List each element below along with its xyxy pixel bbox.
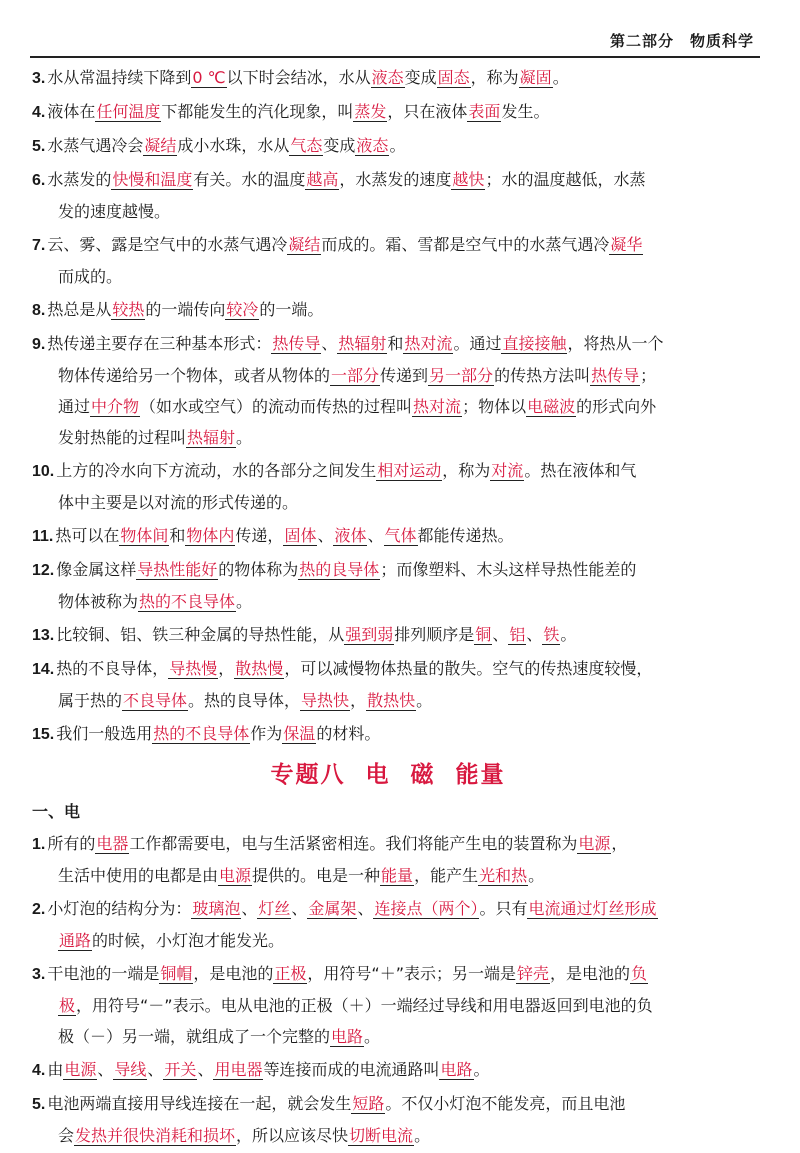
content <box>32 62 744 1153</box>
text: 传递到 <box>380 366 429 385</box>
list-item <box>32 62 744 94</box>
answer: 光和热 <box>479 866 528 885</box>
answer: 固体 <box>284 526 317 545</box>
text: 、 <box>291 899 308 918</box>
text: 变成 <box>404 68 437 87</box>
answer: 电器 <box>96 834 129 853</box>
text: 由 <box>47 1060 64 1079</box>
text: 和 <box>169 526 186 545</box>
answer: 液态 <box>371 68 404 87</box>
text: 水蒸发的 <box>47 170 112 189</box>
text: 物体被称为 <box>58 592 139 611</box>
text: 的形式向外 <box>576 397 657 416</box>
text: 工作都需要电，电与生活紧密相连。我们将能产生电的装置称为 <box>129 834 578 853</box>
list-item <box>32 455 744 518</box>
text: ，水蒸发的速度 <box>339 170 452 189</box>
text: ， <box>218 659 235 678</box>
answer: 铝 <box>509 625 526 644</box>
text: ；水的温度越低，水蒸 <box>485 170 646 189</box>
answer: 另一部分 <box>429 366 494 385</box>
item-number: 4. <box>32 1062 46 1079</box>
text: 干电池的一端是 <box>47 964 160 983</box>
answer: 铁 <box>543 625 560 644</box>
list-item <box>32 294 744 326</box>
answer: 电源 <box>578 834 611 853</box>
answer: 对流 <box>491 461 524 480</box>
text: 的一端。 <box>259 300 324 319</box>
text: ，所以应该尽快 <box>236 1126 349 1145</box>
answer: 相对运动 <box>377 461 442 480</box>
answer: 能量 <box>381 866 414 885</box>
text: 都能传递热。 <box>417 526 514 545</box>
text: ， <box>350 691 367 710</box>
section-title <box>32 758 744 792</box>
item-number: 1. <box>32 836 46 853</box>
list-item <box>32 96 744 128</box>
answer: 连接点（两个） <box>374 899 479 918</box>
answer: 不良导体 <box>123 691 188 710</box>
answer: 越高 <box>306 170 339 189</box>
text: 。只有 <box>479 899 528 918</box>
text: 上方的冷水向下方流动，水的各部分之间发生 <box>56 461 377 480</box>
text: 的传热方法叫 <box>494 366 591 385</box>
text: 作为 <box>250 724 283 743</box>
answer: 导热性能好 <box>137 560 218 579</box>
text: 而成的。霜、雪都是空气中的水蒸气遇冷 <box>321 235 610 254</box>
text: 。 <box>473 1060 490 1079</box>
text: ，用符号“＋”表示；另一端是 <box>307 964 516 983</box>
answer: 玻璃泡 <box>192 899 241 918</box>
answer: 用电器 <box>214 1060 263 1079</box>
list-item <box>32 893 744 956</box>
item-number: 9. <box>32 336 46 353</box>
text: 、 <box>526 625 543 644</box>
text: 的物体称为 <box>218 560 299 579</box>
text: 、 <box>241 899 258 918</box>
text: ； <box>640 366 657 385</box>
header-title: 第二部分 物质科学 <box>609 32 754 50</box>
text: 。热的良导体， <box>188 691 301 710</box>
text: 。不仅小灯泡不能发亮，而且电池 <box>385 1094 626 1113</box>
answer: 凝华 <box>610 235 643 254</box>
list-item <box>32 554 744 617</box>
answer: 负 <box>631 964 648 983</box>
answer: 极 <box>59 996 76 1015</box>
text: 发的速度越慢。 <box>58 202 171 221</box>
text: 极（－）另一端，就组成了一个完整的 <box>58 1027 331 1046</box>
text: 发生。 <box>501 102 550 121</box>
answer: 蒸发 <box>354 102 387 121</box>
text: ，可以减慢物体热量的散失。空气的传热速度较慢， <box>284 659 653 678</box>
item-number: 6. <box>32 172 46 189</box>
text: 等连接而成的电流通路叫 <box>263 1060 440 1079</box>
list-item <box>32 164 744 227</box>
text: 电池两端直接用导线连接在一起，就会发生 <box>47 1094 352 1113</box>
answer: 越快 <box>452 170 485 189</box>
list-item <box>32 958 744 1052</box>
list-item <box>32 130 744 162</box>
answer: 电流通过灯丝形成 <box>528 899 657 918</box>
answer: 任何温度 <box>96 102 161 121</box>
answer: 热辐射 <box>187 428 236 447</box>
text: 的一端传向 <box>145 300 226 319</box>
list-item <box>32 520 744 552</box>
text: 液体在 <box>47 102 96 121</box>
text: 、 <box>492 625 509 644</box>
answer: 电路 <box>440 1060 473 1079</box>
text: ，将热从一个 <box>567 334 664 353</box>
answer: 开关 <box>164 1060 197 1079</box>
text: 、 <box>317 526 334 545</box>
answer: 导线 <box>114 1060 147 1079</box>
text: 、 <box>147 1060 164 1079</box>
answer: 铜帽 <box>160 964 193 983</box>
answer: 凝固 <box>519 68 552 87</box>
text: 有关。水的温度 <box>193 170 306 189</box>
text: 热传递主要存在三种基本形式： <box>47 334 272 353</box>
answer: 0 ℃ <box>192 68 226 87</box>
answer: 导热快 <box>301 691 350 710</box>
text: 水蒸气遇冷会 <box>47 136 144 155</box>
answer: 热对流 <box>413 397 462 416</box>
answer: 通路 <box>59 931 92 950</box>
text: ， <box>611 834 628 853</box>
text: ，称为 <box>470 68 519 87</box>
text: 变成 <box>323 136 356 155</box>
answer: 气态 <box>290 136 323 155</box>
section-title-part: 专题八 <box>270 762 346 788</box>
item-number: 14. <box>32 661 55 678</box>
answer: 物体内 <box>186 526 235 545</box>
text: ；而像塑料、木头这样导热性能差的 <box>380 560 637 579</box>
answer: 锌壳 <box>517 964 550 983</box>
text: 以下时会结冰，水从 <box>226 68 371 87</box>
text: 小灯泡的结构分为： <box>47 899 192 918</box>
text: 提供的。电是一种 <box>252 866 381 885</box>
list-item <box>32 229 744 292</box>
item-number: 3. <box>32 70 46 87</box>
answer: 热的良导体 <box>299 560 380 579</box>
text: 。 <box>414 1126 431 1145</box>
text: 下都能发生的汽化现象，叫 <box>161 102 354 121</box>
answer: 电源 <box>64 1060 97 1079</box>
text: 。 <box>389 136 406 155</box>
answer: 金属架 <box>308 899 357 918</box>
text: 水从常温持续下降到 <box>47 68 192 87</box>
list-item <box>32 619 744 651</box>
text: 、 <box>367 526 384 545</box>
text: 比较铜、铝、铁三种金属的导热性能，从 <box>56 625 345 644</box>
text: 排列顺序是 <box>394 625 475 644</box>
text: 热总是从 <box>47 300 112 319</box>
text: ，用符号“－”表示。电从电池的正极（＋）一端经过导线和用电器返回到电池的负 <box>76 996 653 1015</box>
item-number: 13. <box>32 627 55 644</box>
list-item <box>32 328 744 453</box>
answer: 气体 <box>384 526 417 545</box>
text: 。 <box>560 625 577 644</box>
text: 云、雾、露是空气中的水蒸气遇冷 <box>47 235 288 254</box>
text: 我们一般选用 <box>56 724 153 743</box>
answer: 中介物 <box>91 397 140 416</box>
answer: 灯丝 <box>258 899 291 918</box>
answer: 切断电流 <box>349 1126 414 1145</box>
item-number: 10. <box>32 463 55 480</box>
answer: 强到弱 <box>345 625 394 644</box>
answer: 发热并很快消耗和损坏 <box>75 1126 236 1145</box>
page-header <box>30 26 760 58</box>
answer: 散热慢 <box>235 659 284 678</box>
text: ，只在液体 <box>387 102 468 121</box>
answer: 较热 <box>112 300 145 319</box>
text: 传递， <box>235 526 284 545</box>
text: 像金属这样 <box>56 560 137 579</box>
text: 体中主要是以对流的形式传递的。 <box>58 493 299 512</box>
text: 。 <box>528 866 545 885</box>
text: 、 <box>357 899 374 918</box>
item-number: 4. <box>32 104 46 121</box>
answer: 正极 <box>274 964 307 983</box>
answer: 铜 <box>475 625 492 644</box>
text: ，是电池的 <box>193 964 274 983</box>
text: 会 <box>58 1126 75 1145</box>
text: 、 <box>197 1060 214 1079</box>
text: 。 <box>552 68 569 87</box>
answer: 液体 <box>334 526 367 545</box>
text: （如水或空气）的流动而传热的过程叫 <box>140 397 413 416</box>
answer: 表面 <box>468 102 501 121</box>
text: 通过 <box>58 397 91 416</box>
text: 发射热能的过程叫 <box>58 428 187 447</box>
item-number: 15. <box>32 726 55 743</box>
section-title-part: 能量 <box>455 762 506 788</box>
answer: 热传导 <box>272 334 321 353</box>
answer: 较冷 <box>226 300 259 319</box>
text: 而成的。 <box>58 267 123 286</box>
answer: 热传导 <box>591 366 640 385</box>
answer: 热的不良导体 <box>139 592 236 611</box>
text: 所有的 <box>47 834 96 853</box>
list-item <box>32 653 744 716</box>
answer: 热对流 <box>404 334 453 353</box>
answer: 电路 <box>331 1027 364 1046</box>
item-number: 8. <box>32 302 46 319</box>
answer: 物体间 <box>120 526 169 545</box>
answer: 散热快 <box>367 691 416 710</box>
section-title-part: 电 <box>365 762 391 788</box>
answer: 快慢和温度 <box>112 170 193 189</box>
answer: 凝结 <box>144 136 177 155</box>
text: 的时候，小灯泡才能发光。 <box>92 931 285 950</box>
text: 物体传递给另一个物体，或者从物体的 <box>58 366 331 385</box>
text: 。 <box>236 428 253 447</box>
text: 生活中使用的电都是由 <box>58 866 219 885</box>
text: ；物体以 <box>462 397 527 416</box>
text: ，称为 <box>442 461 491 480</box>
item-number: 12. <box>32 562 55 579</box>
answer: 固态 <box>437 68 470 87</box>
text: 、 <box>97 1060 114 1079</box>
answer: 一部分 <box>331 366 380 385</box>
answer: 电磁波 <box>527 397 576 416</box>
text: 。通过 <box>453 334 502 353</box>
answer: 电源 <box>219 866 252 885</box>
text: 和 <box>387 334 404 353</box>
answer: 热辐射 <box>338 334 387 353</box>
answer: 直接接触 <box>502 334 567 353</box>
answer: 液态 <box>356 136 389 155</box>
text: 。 <box>364 1027 381 1046</box>
list-item <box>32 828 744 891</box>
item-number: 5. <box>32 138 46 155</box>
item-number: 5. <box>32 1096 46 1113</box>
answer: 保温 <box>283 724 316 743</box>
answer: 热的不良导体 <box>153 724 250 743</box>
subsection-heading: 一、电 <box>32 802 81 821</box>
text: 。 <box>416 691 433 710</box>
item-number: 7. <box>32 237 46 254</box>
text: 热可以在 <box>55 526 120 545</box>
list-item <box>32 718 744 750</box>
text: 属于热的 <box>58 691 123 710</box>
item-number: 2. <box>32 901 46 918</box>
text: 、 <box>321 334 338 353</box>
text: ，能产生 <box>414 866 479 885</box>
text: 成小水珠，水从 <box>177 136 290 155</box>
text: 。 <box>236 592 253 611</box>
section-title-part: 磁 <box>410 762 436 788</box>
item-number: 3. <box>32 966 46 983</box>
text: 热的不良导体， <box>56 659 169 678</box>
item-number: 11. <box>32 528 54 545</box>
answer: 导热慢 <box>169 659 218 678</box>
text: ，是电池的 <box>550 964 631 983</box>
answer: 短路 <box>352 1094 385 1113</box>
text: 的材料。 <box>316 724 381 743</box>
text: 。热在液体和气 <box>524 461 637 480</box>
list-item <box>32 1088 744 1151</box>
list-item <box>32 1054 744 1086</box>
answer: 凝结 <box>288 235 321 254</box>
